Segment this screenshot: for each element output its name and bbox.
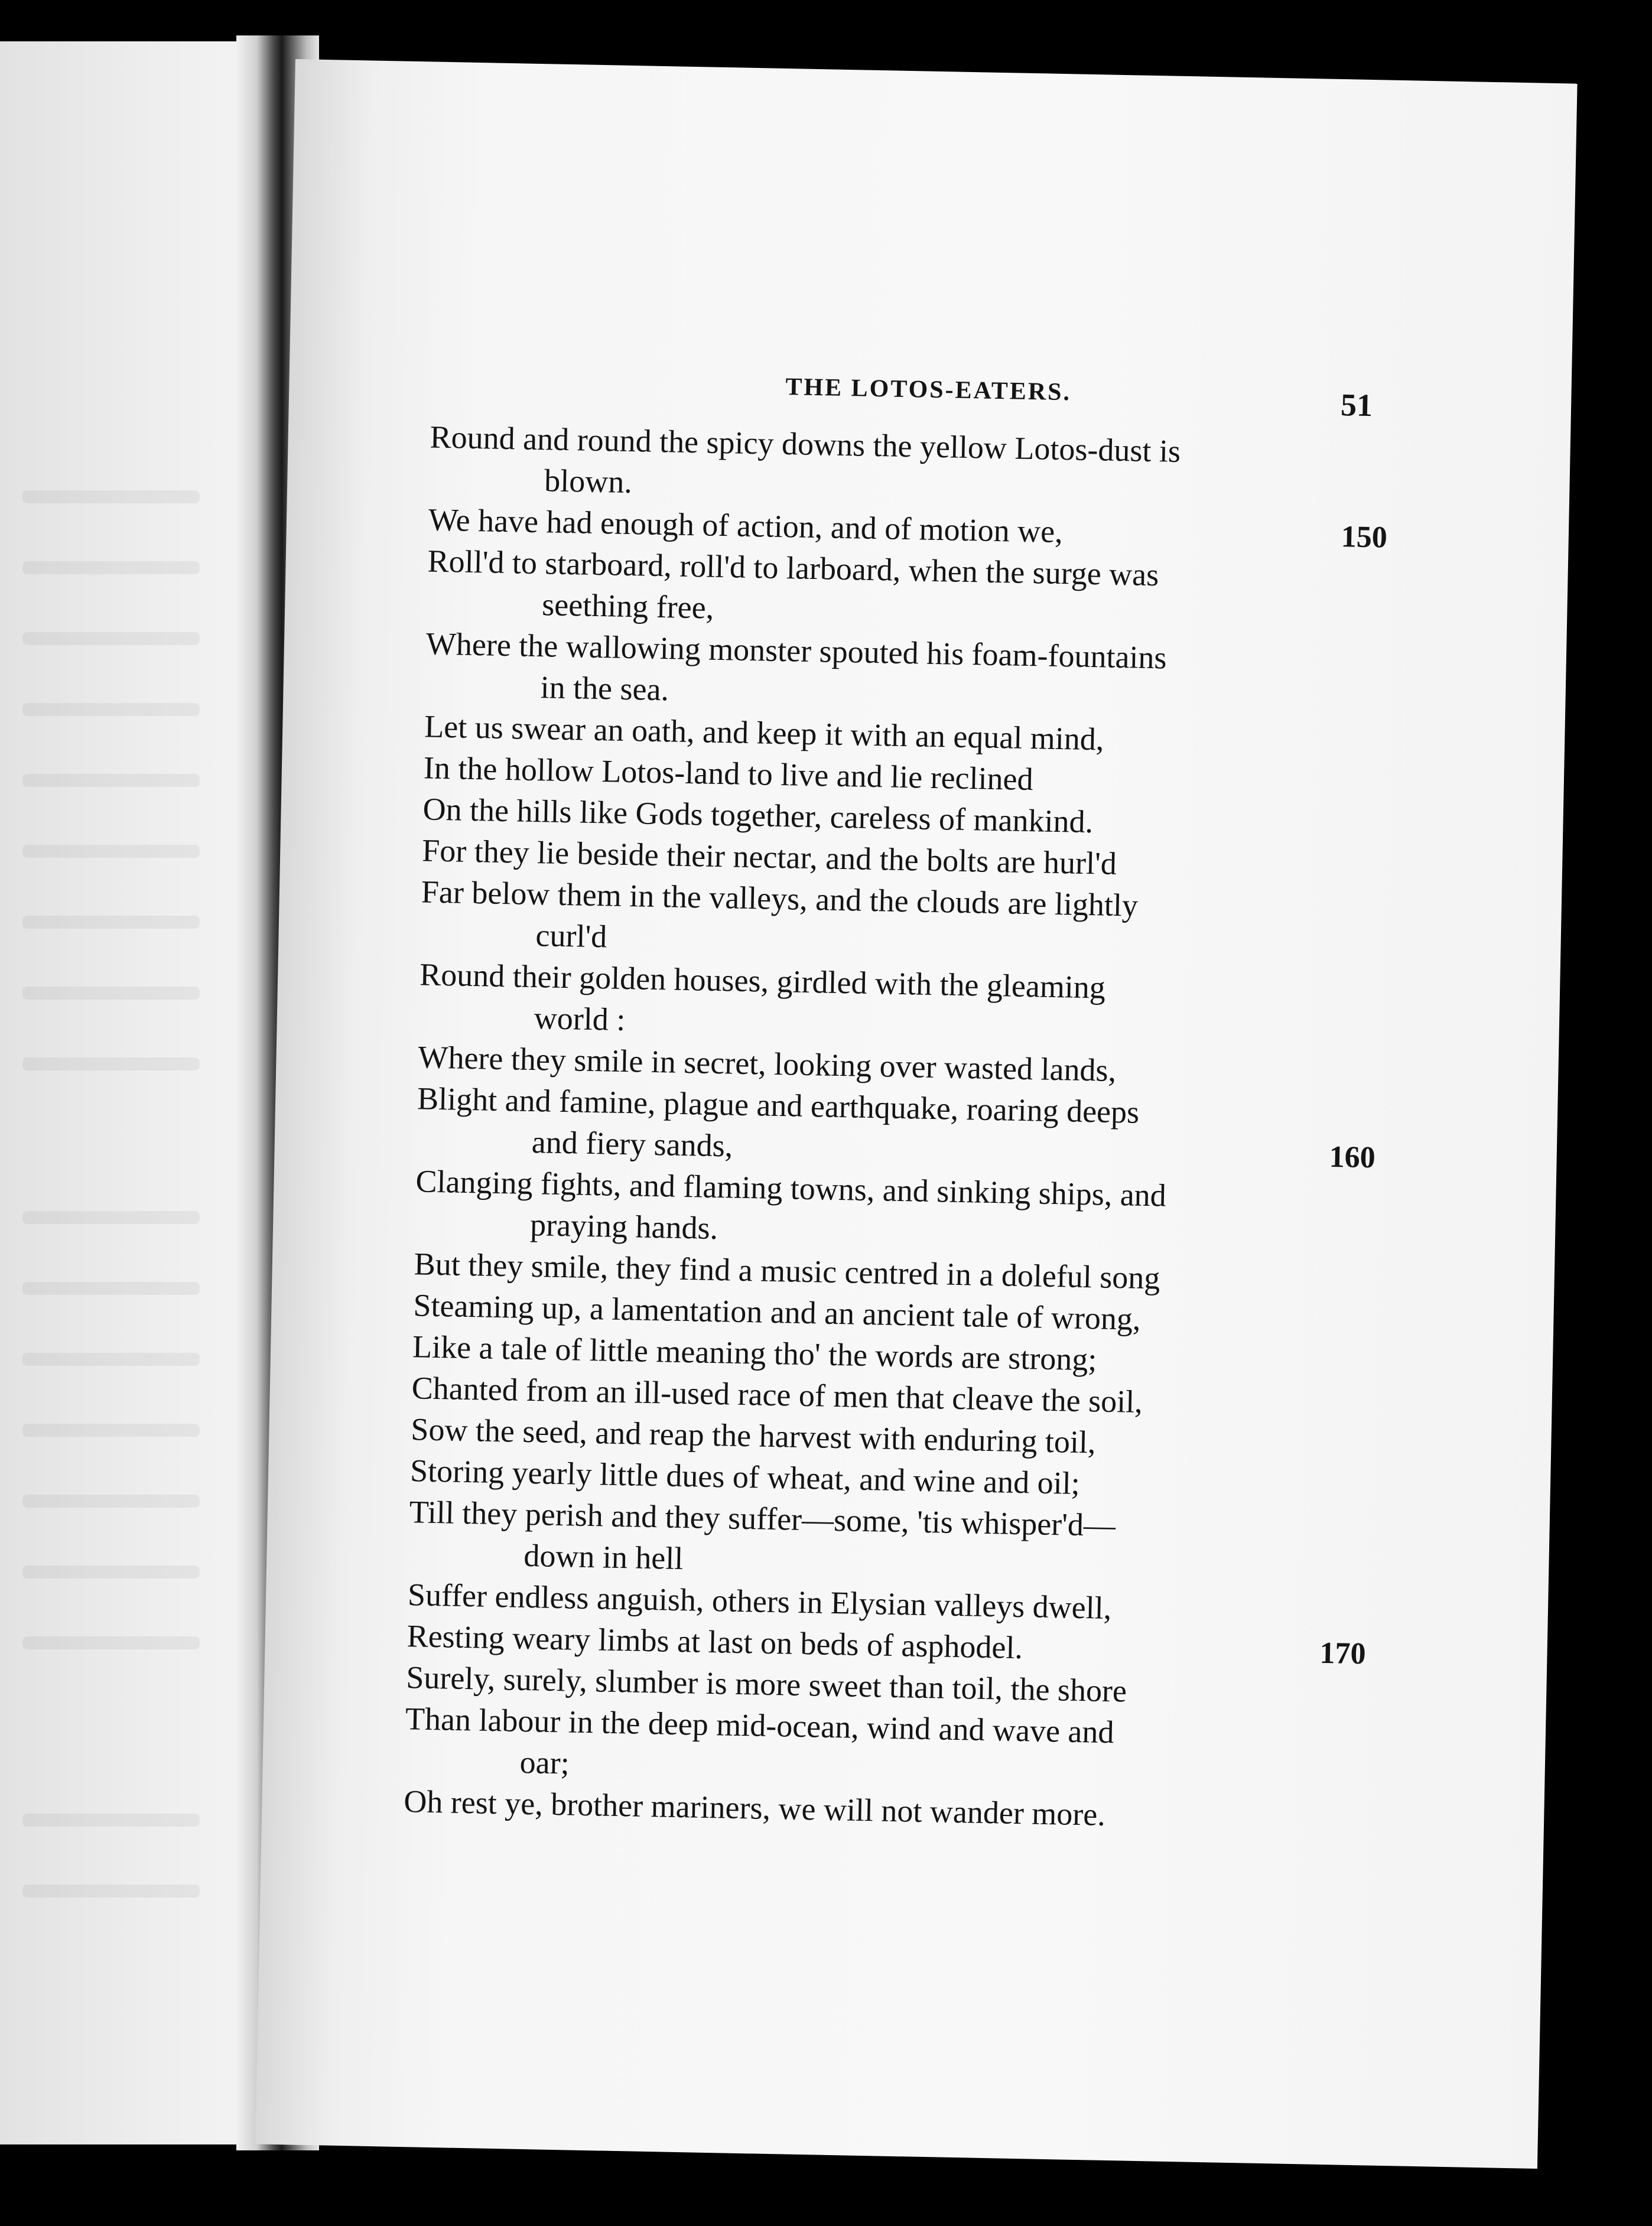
poem-line-text: seething free, bbox=[541, 587, 714, 626]
poem-line-text: But they smile, they find a music centred in a doleful song bbox=[414, 1246, 1160, 1296]
bleed-through-text bbox=[22, 1495, 200, 1508]
poem-line-text: and fiery sands, bbox=[531, 1124, 733, 1164]
bleed-through-text bbox=[22, 1566, 200, 1579]
right-page bbox=[255, 59, 1577, 2169]
bleed-through-text bbox=[22, 1424, 200, 1437]
poem-line-text: Round their golden houses, girdled with the gleaming bbox=[419, 956, 1106, 1005]
line-number: 160 bbox=[1329, 1140, 1376, 1175]
bleed-through-text bbox=[22, 1282, 200, 1295]
bleed-through-text bbox=[22, 916, 200, 929]
poem-line-text: Far below them in the valleys, and the clouds are lightly bbox=[421, 874, 1139, 923]
poem-line-text: curl'd bbox=[535, 917, 607, 955]
poem-line-text: Than labour in the deep mid-ocean, wind and wave and bbox=[405, 1701, 1115, 1750]
poem-line-text: Suffer endless anguish, others in Elysian valleys dwell, bbox=[407, 1577, 1112, 1626]
poem-line-text: Blight and famine, plague and earthquake, roaring deeps bbox=[417, 1081, 1140, 1130]
poem-line-text: Chanted from an ill-used race of men that cleave the soil, bbox=[411, 1370, 1143, 1420]
poem-line-text: We have had enough of action, and of motion we, bbox=[428, 502, 1064, 550]
poem-line-text: Where the wallowing monster spouted his foam-fountains bbox=[425, 626, 1168, 676]
bleed-through-text bbox=[22, 1057, 200, 1070]
poem-line-text: For they lie beside their nectar, and the bolts are hurl'd bbox=[421, 832, 1117, 881]
poem-line-text: On the hills like Gods together, careless of mankind. bbox=[422, 791, 1094, 840]
poem-body bbox=[403, 416, 1388, 1838]
poem-line-text: Where they smile in secret, looking over wasted lands, bbox=[418, 1039, 1117, 1088]
bleed-through-text bbox=[22, 632, 200, 645]
poem-line-text: down in hell bbox=[523, 1537, 684, 1577]
poem-line-text: Like a tale of little meaning tho' the words are strong; bbox=[412, 1329, 1097, 1378]
line-number: 150 bbox=[1341, 520, 1388, 555]
poem-line-text: Sow the seed, and reap the harvest with enduring toil, bbox=[410, 1411, 1097, 1460]
bleed-through-text bbox=[22, 1814, 200, 1827]
bleed-through-text bbox=[22, 774, 200, 787]
poem-line-text: world : bbox=[534, 1000, 626, 1038]
poem-line-text: Surely, surely, slumber is more sweet than toil, the shore bbox=[405, 1659, 1127, 1709]
bleed-through-text bbox=[22, 1211, 200, 1224]
poem-line-text: in the sea. bbox=[540, 669, 669, 708]
page-number: 51 bbox=[1340, 387, 1373, 424]
poem-line-text: Round and round the spicy downs the yellow Lotos-dust is bbox=[430, 419, 1181, 469]
poem-line-text: Let us swear an oath, and keep it with an equal mind, bbox=[424, 708, 1104, 757]
poem-line-text: Oh rest ye, brother mariners, we will not wander more. bbox=[403, 1784, 1106, 1833]
left-facing-page bbox=[0, 41, 260, 2144]
bleed-through-text bbox=[22, 561, 200, 574]
bleed-through-text bbox=[22, 703, 200, 716]
poem-line-text: blown. bbox=[544, 463, 633, 500]
bleed-through-text bbox=[22, 1885, 200, 1898]
bleed-through-text bbox=[22, 1353, 200, 1366]
poem-line-text: Till they perish and they suffer—some, 'tis whisper'd— bbox=[409, 1494, 1116, 1544]
poem-line-text: praying hands. bbox=[529, 1206, 718, 1247]
bleed-through-text bbox=[22, 490, 200, 503]
poem-line-text: Storing yearly little dues of wheat, and wine and oil; bbox=[409, 1453, 1081, 1501]
line-number: 170 bbox=[1319, 1636, 1367, 1671]
poem-line-text: Clanging fights, and flaming towns, and sinking ships, and bbox=[415, 1163, 1167, 1213]
poem-line-text: Steaming up, a lamentation and an ancient tale of wrong, bbox=[412, 1287, 1142, 1337]
poem-line-text: In the hollow Lotos-land to live and lie reclined bbox=[423, 750, 1034, 798]
poem-line-text: oar; bbox=[519, 1744, 570, 1781]
poem-line-text: Resting weary limbs at last on beds of asphodel. bbox=[407, 1618, 1023, 1666]
poem-line-text: Roll'd to starboard, roll'd to larboard, when the surge was bbox=[427, 543, 1159, 593]
bleed-through-text bbox=[22, 987, 200, 1000]
running-header: THE LOTOS-EATERS. bbox=[785, 373, 1072, 406]
bleed-through-text bbox=[22, 1636, 200, 1649]
bleed-through-text bbox=[22, 845, 200, 858]
